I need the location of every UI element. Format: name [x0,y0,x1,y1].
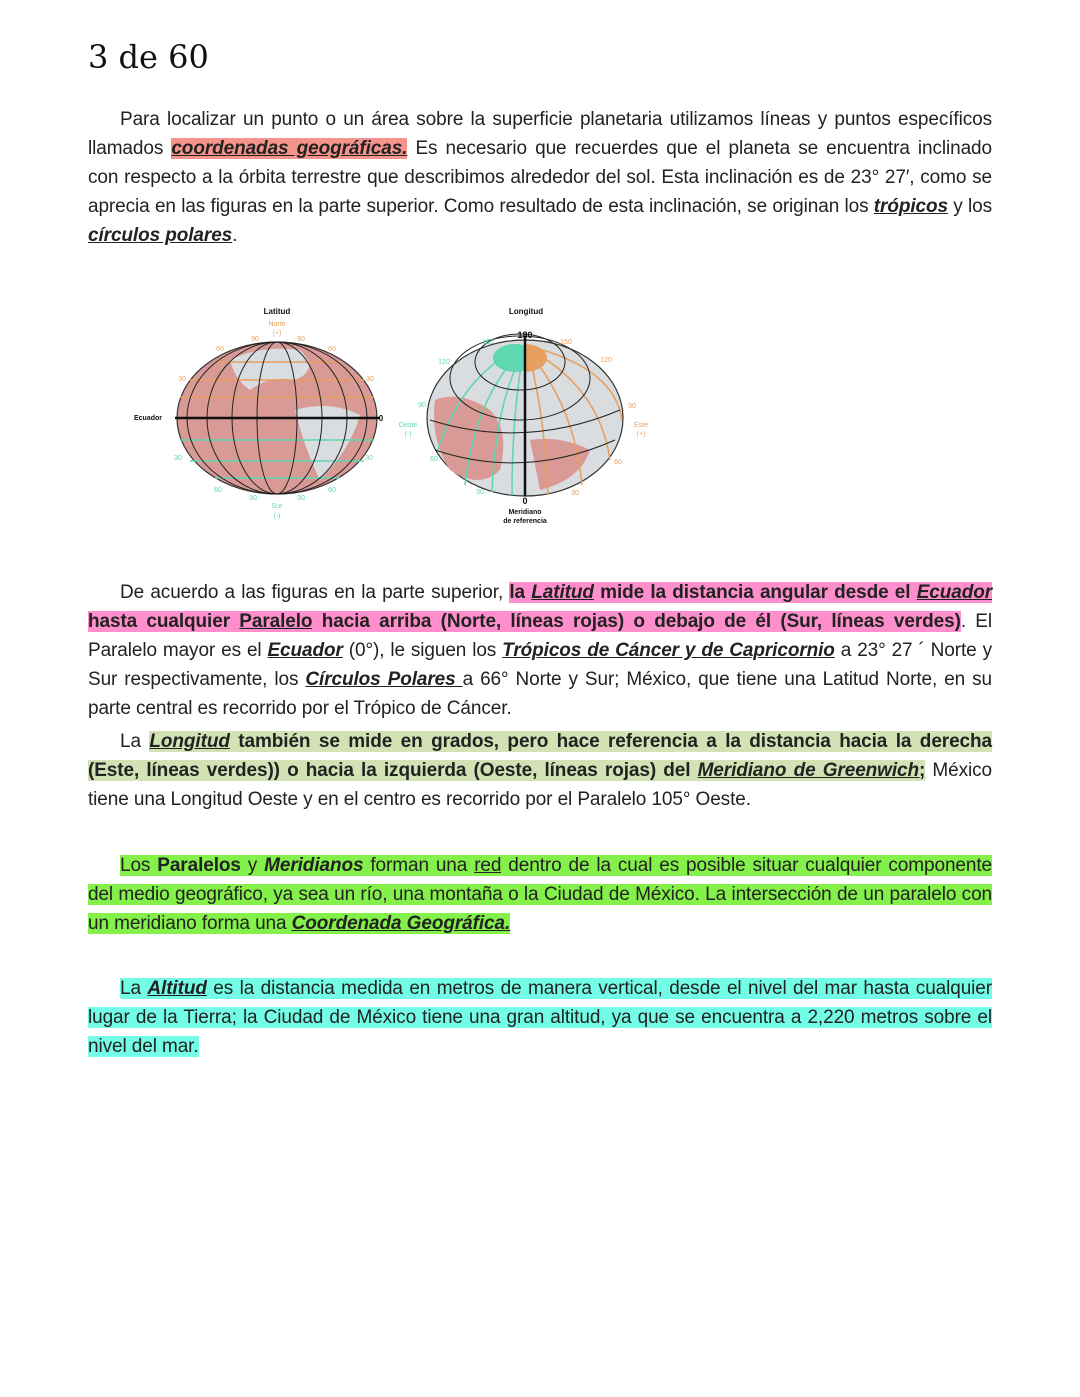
emphasized-term: red [474,855,502,876]
paragraph-longitude [88,727,992,814]
lat-label: 90 [297,495,305,502]
latitude-globe [175,342,380,494]
emphasized-term: Paralelo [239,611,313,632]
emphasized-term: Ecuador [916,582,993,603]
emphasized-term: Altitud [147,978,207,999]
text-segment: es la distancia medida en metros de manera vertical, desde el nivel del mar hasta cualquier lugar de la Tierra; la Ciudad de México tiene una gran altitud, ya que se encuentra a 2,220 metros sobre el nivel del mar. [88,978,992,1057]
emphasized-term: Círculos Polares [305,669,463,690]
north-label: Norte [268,321,286,328]
paragraph-latitude [88,578,992,723]
text-segment: . El Paralelo mayor es el [88,611,992,661]
equator-zero: 0 [378,414,384,423]
text-segment: a 23° 27 ´ Norte y Sur respectivamente, los [88,640,992,690]
lat-label: 90 [251,336,259,343]
east-sign: (+) [636,431,646,438]
east-label: Este [633,422,649,429]
emphasized-term: Latitud [531,582,594,603]
west-sign: (-) [404,431,412,438]
text-segment: México tiene una Longitud Oeste y en el centro es recorrido por el Paralelo 105° Oeste. [88,760,993,810]
lon-label: 120 [600,357,612,364]
lat-label: 30 [174,455,182,462]
text-segment: Para localizar un punto o un área sobre la superficie planetaria utilizamos líneas y puntos específicos llamados [88,109,992,159]
text-segment: Los [120,855,158,876]
lon-label: 60 [614,459,622,466]
lat-label: 90 [297,336,305,343]
emphasized-term: trópicos [873,196,948,217]
latitude-longitude-figure [120,300,660,530]
lon-label: 150 [560,339,572,346]
text-segment: (0°), le siguen los [342,640,503,661]
lat-label: 60 [216,346,224,353]
latitude-title: Latitud [263,307,291,316]
equator-label: Ecuador [133,415,163,422]
text-segment: La [120,731,150,752]
longitude-globe [427,334,623,496]
emphasized-term: ; [919,760,926,781]
page-counter: 3 de 60 [88,38,209,76]
lon-label: 90 [418,402,426,409]
text-segment: dentro de la cual es posible situar cualquier componente del medio geográfico, ya sea un río, una montaña o la Ciudad de México. La intersección de un paralelo con un meridiano forma una [88,855,992,934]
paragraph-grid [88,851,992,938]
emphasized-term: Longitud [149,731,230,752]
south-sign: (-) [273,513,281,520]
emphasized-term: Coordenada Geográfica. [291,913,511,934]
lat-label: 60 [328,346,336,353]
lat-label: 60 [328,487,336,494]
lat-label: 90 [249,495,257,502]
lat-label: 60 [214,487,222,494]
text-segment: a 66° Norte y Sur; México, que tiene una Latitud Norte, en su parte central es recorrido por el Trópico de Cáncer. [88,669,993,719]
lat-label: 30 [178,376,186,383]
paragraph-intro [88,105,992,250]
emphasized-term: coordenadas geográficas. [171,138,408,159]
meridian-label: Meridiano [508,509,542,516]
text-segment: . [232,225,238,246]
text-segment: De acuerdo a las figuras en la parte superior, [120,582,510,603]
west-label: Oeste [398,422,418,429]
emphasized-term: Meridiano de Greenwich [697,760,919,781]
text-segment: La [120,978,148,999]
paragraph-altitude [88,974,992,1061]
south-label: Sur [271,503,283,510]
emphasized-term: círculos polares [88,225,233,246]
lon-label: 30 [571,490,579,497]
lon-label: 120 [438,359,450,366]
text-segment: forman una [363,855,475,876]
north-sign: (+) [272,330,282,337]
text-segment: y los [947,196,992,217]
lat-label: 30 [365,455,373,462]
text-segment: Es necesario que recuerdes que el planeta se encuentra inclinado con respecto a la órbita terrestre que describimos alrededor del sol. Esta inclinación es de 23° 27′, como se aprecia en las figuras en la parte superior. Como resultado de esta inclinación, se originan los [88,138,992,217]
lon-180: 180 [517,330,533,340]
longitude-title: Longitud [508,307,544,316]
emphasized-term: Ecuador [267,640,343,661]
emphasized-term: hacia arriba (Norte, líneas rojas) o debajo de él (Sur, líneas verdes) [312,611,961,632]
emphasized-term: también se mide en grados, pero hace referencia a la distancia hacia la derecha (Este, líneas verdes)) o hacia la izquierda (Oeste, líneas rojas) del [88,731,992,781]
emphasized-term: Paralelos [157,855,241,876]
text-segment: y [240,855,265,876]
emphasized-term: mide la distancia angular desde el [593,582,917,603]
lat-label: 30 [366,376,374,383]
lon-label: 150 [482,339,494,346]
emphasized-term: la [509,582,532,603]
lon-label: 60 [430,456,438,463]
reference-label: de referencia [503,518,547,525]
lon-label: 90 [628,403,636,410]
emphasized-term: hasta cualquier [88,611,240,632]
emphasized-term: Meridianos [264,855,364,876]
lon-0: 0 [522,496,528,506]
lon-label: 30 [476,489,484,496]
emphasized-term: Trópicos de Cáncer y de Capricornio [502,640,835,661]
